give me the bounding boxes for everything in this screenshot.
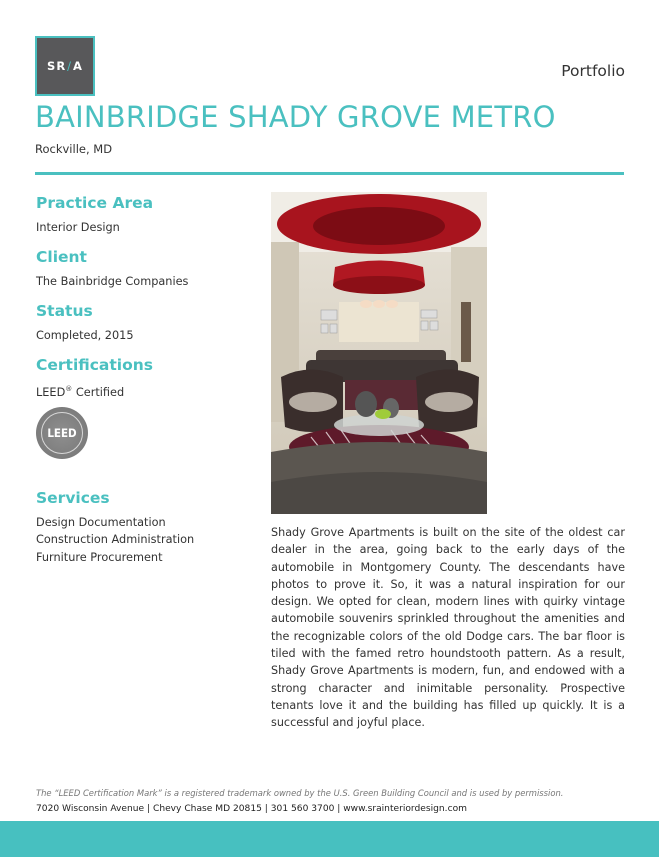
client-value: The Bainbridge Companies [36,275,189,288]
leed-badge-text: LEED [47,425,77,440]
status-heading: Status [36,302,93,320]
lobby-interior-image [271,192,487,514]
practice-area-heading: Practice Area [36,194,154,212]
portfolio-label: Portfolio [561,62,625,80]
project-location: Rockville, MD [35,142,113,156]
status-value: Completed, 2015 [36,329,134,342]
service-item: Construction Administration [36,533,195,547]
project-description: Shady Grove Apartments is built on the site of the oldest car dealer in the area, going back to the early days of the automobile in Montgomery County. The descendants have photos to prove it. So, it was a natural inspiration for our design. We opted for clean, modern lines with quirky vintage automobile souvenirs sprinkled throughout the amenities and the recognizable colors of the old Dodge cars. The bar floor is tiled with the famed retro houndstooth pattern. As a result, Shady Grove Apartments is modern, fun, and endowed with a strong character and inimitable personality. Prospective tenants love it and the building has filled up quickly. It is a successful and joyful place. [271,526,625,730]
logo-text-left: SR [47,59,67,73]
service-item: Design Documentation [36,515,166,529]
header-divider [35,172,624,175]
cert-name: LEED [36,385,66,399]
certifications-value [36,381,261,401]
sra-logo [35,36,95,96]
certifications-heading: Certifications [36,356,154,374]
practice-area-value: Interior Design [36,221,120,234]
logo-text-right: A [73,59,83,73]
cert-level: Certified [72,385,125,399]
company-address: 7020 Wisconsin Avenue | Chevy Chase MD 20815 | 301 560 3700 | www.srainteriordesign.com [36,804,467,814]
project-title: BAINBRIDGE SHADY GROVE METRO [35,100,556,134]
leed-badge-icon [36,407,88,459]
project-photo [271,192,487,514]
project-details [36,192,261,566]
registered-mark: ® [65,385,73,393]
services-heading: Services [36,488,110,507]
client-heading: Client [36,248,87,266]
service-item: Furniture Procurement [36,550,163,564]
leed-disclaimer: The “LEED Certification Mark” is a registered trademark owned by the U.S. Green Building Council and is used by permission. [36,788,564,798]
footer-bar [0,821,659,857]
logo-slash: / [67,59,73,73]
services-list [36,514,261,567]
